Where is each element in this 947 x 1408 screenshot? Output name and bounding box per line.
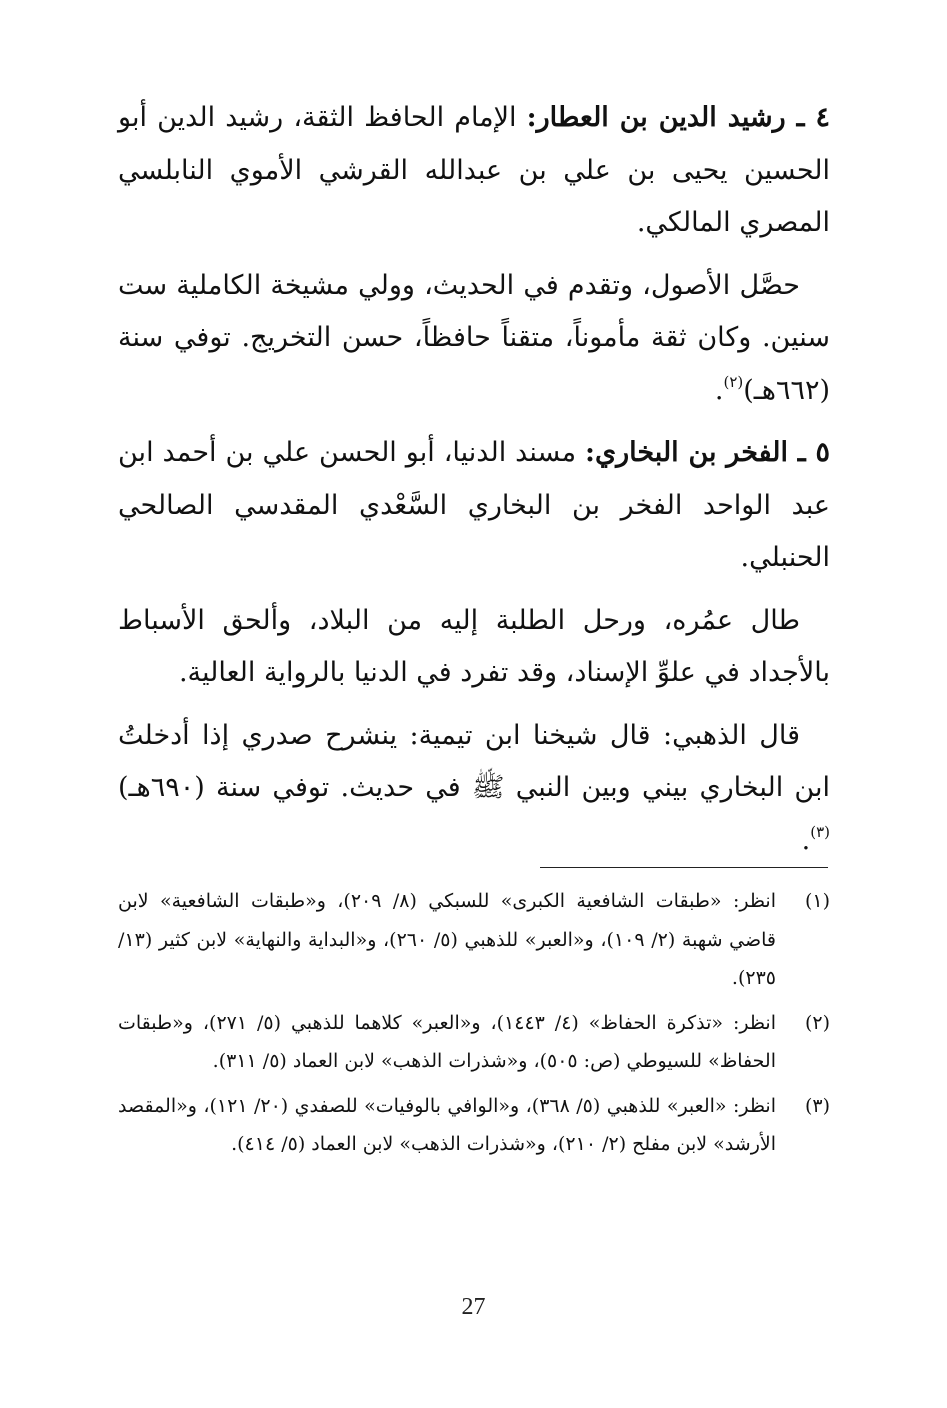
paragraph-biography-fakhr (118, 427, 830, 585)
footnote-text: انظر: «تذكرة الحفاظ» (٤/ ١٤٤٣)، و«العبر» كلاهما للذهبي (٥/ ٢٧١)، و«طبقات الحفاظ» للسيوطي (ص: ٥٠٥)، و«شذرات الذهب» لابن العماد (٥/ ٣١١). (118, 1011, 776, 1072)
footnote-number: (٢) (804, 1011, 830, 1034)
rashid-details-text: حصَّل الأصول، وتقدم في الحديث، وولي مشيخة الكاملية ست سنين. وكان ثقة مأموناً، متقناً حافظاً، حسن التخريج. توفي سنة (٦٦٢هـ) (118, 269, 830, 406)
page-number: 27 (461, 1294, 486, 1320)
entry-text-rashid: الإمام الحافظ الثقة، رشيد الدين أبو الحسين يحيى بن علي بن عبدالله القرشي الأموي النابلسي المصري المالكي. (118, 102, 830, 238)
dhahabi-quote-end: . (801, 824, 811, 856)
rashid-details-end: . (714, 374, 724, 406)
footnote-number: (٣) (804, 1094, 830, 1117)
footnote-text: انظر: «العبر» للذهبي (٥/ ٣٦٨)، و«الوافي بالوفيات» للصفدي (٢٠/ ١٢١)، و«المقصد الأرشد» لابن مفلح (٢/ ٢١٠)، و«شذرات الذهب» لابن العماد (٥/ ٤١٤). (118, 1094, 776, 1155)
footnote-ref-3[interactable]: (٣) (810, 822, 830, 841)
footnote-ref-2[interactable]: (٢) (723, 372, 744, 391)
paragraph-dhahabi-quote (118, 710, 830, 868)
footnote-separator (540, 867, 828, 868)
paragraph-fakhr-details (118, 595, 830, 700)
footnote-2 (118, 1004, 830, 1081)
dhahabi-quote-text: قال الذهبي: قال شيخنا ابن تيمية: ينشرح صدري إذا أدخلتُ ابن البخاري بيني وبين النبي ﷺ في حديث. توفي سنة (٦٩٠هـ) (118, 719, 830, 803)
paragraph-rashid-details (118, 260, 830, 418)
entry-text-fakhr: مسند الدنيا، أبو الحسن علي بن أحمد ابن عبد الواحد الفخر بن البخاري السَّعْدي المقدسي الصالحي الحنبلي. (118, 437, 830, 573)
entry-heading-rashid: ٤ ـ رشيد الدين بن العطار: (526, 102, 831, 133)
fakhr-details-text: طال عمُره، ورحل الطلبة إليه من البلاد، وألحق الأسباط بالأجداد في علوِّ الإسناد، وقد تفرد في الدنيا بالرواية العالية. (118, 604, 830, 688)
footnote-text: انظر: «طبقات الشافعية الكبرى» للسبكي (٨/ ٢٠٩)، و«طبقات الشافعية» لابن قاضي شهبة (٢/ ١٠٩)، و«العبر» للذهبي (٥/ ٢٦٠)، و«البداية والنهاية» لابن كثير (١٣/ ٢٣٥). (118, 890, 776, 989)
main-text (118, 92, 830, 877)
entry-heading-fakhr: ٥ ـ الفخر بن البخاري: (585, 437, 830, 468)
footnotes (118, 882, 830, 1170)
footnote-3 (118, 1087, 830, 1164)
footnote-1 (118, 882, 830, 998)
footnote-number: (١) (804, 890, 830, 912)
paragraph-biography-rashid (118, 92, 830, 250)
